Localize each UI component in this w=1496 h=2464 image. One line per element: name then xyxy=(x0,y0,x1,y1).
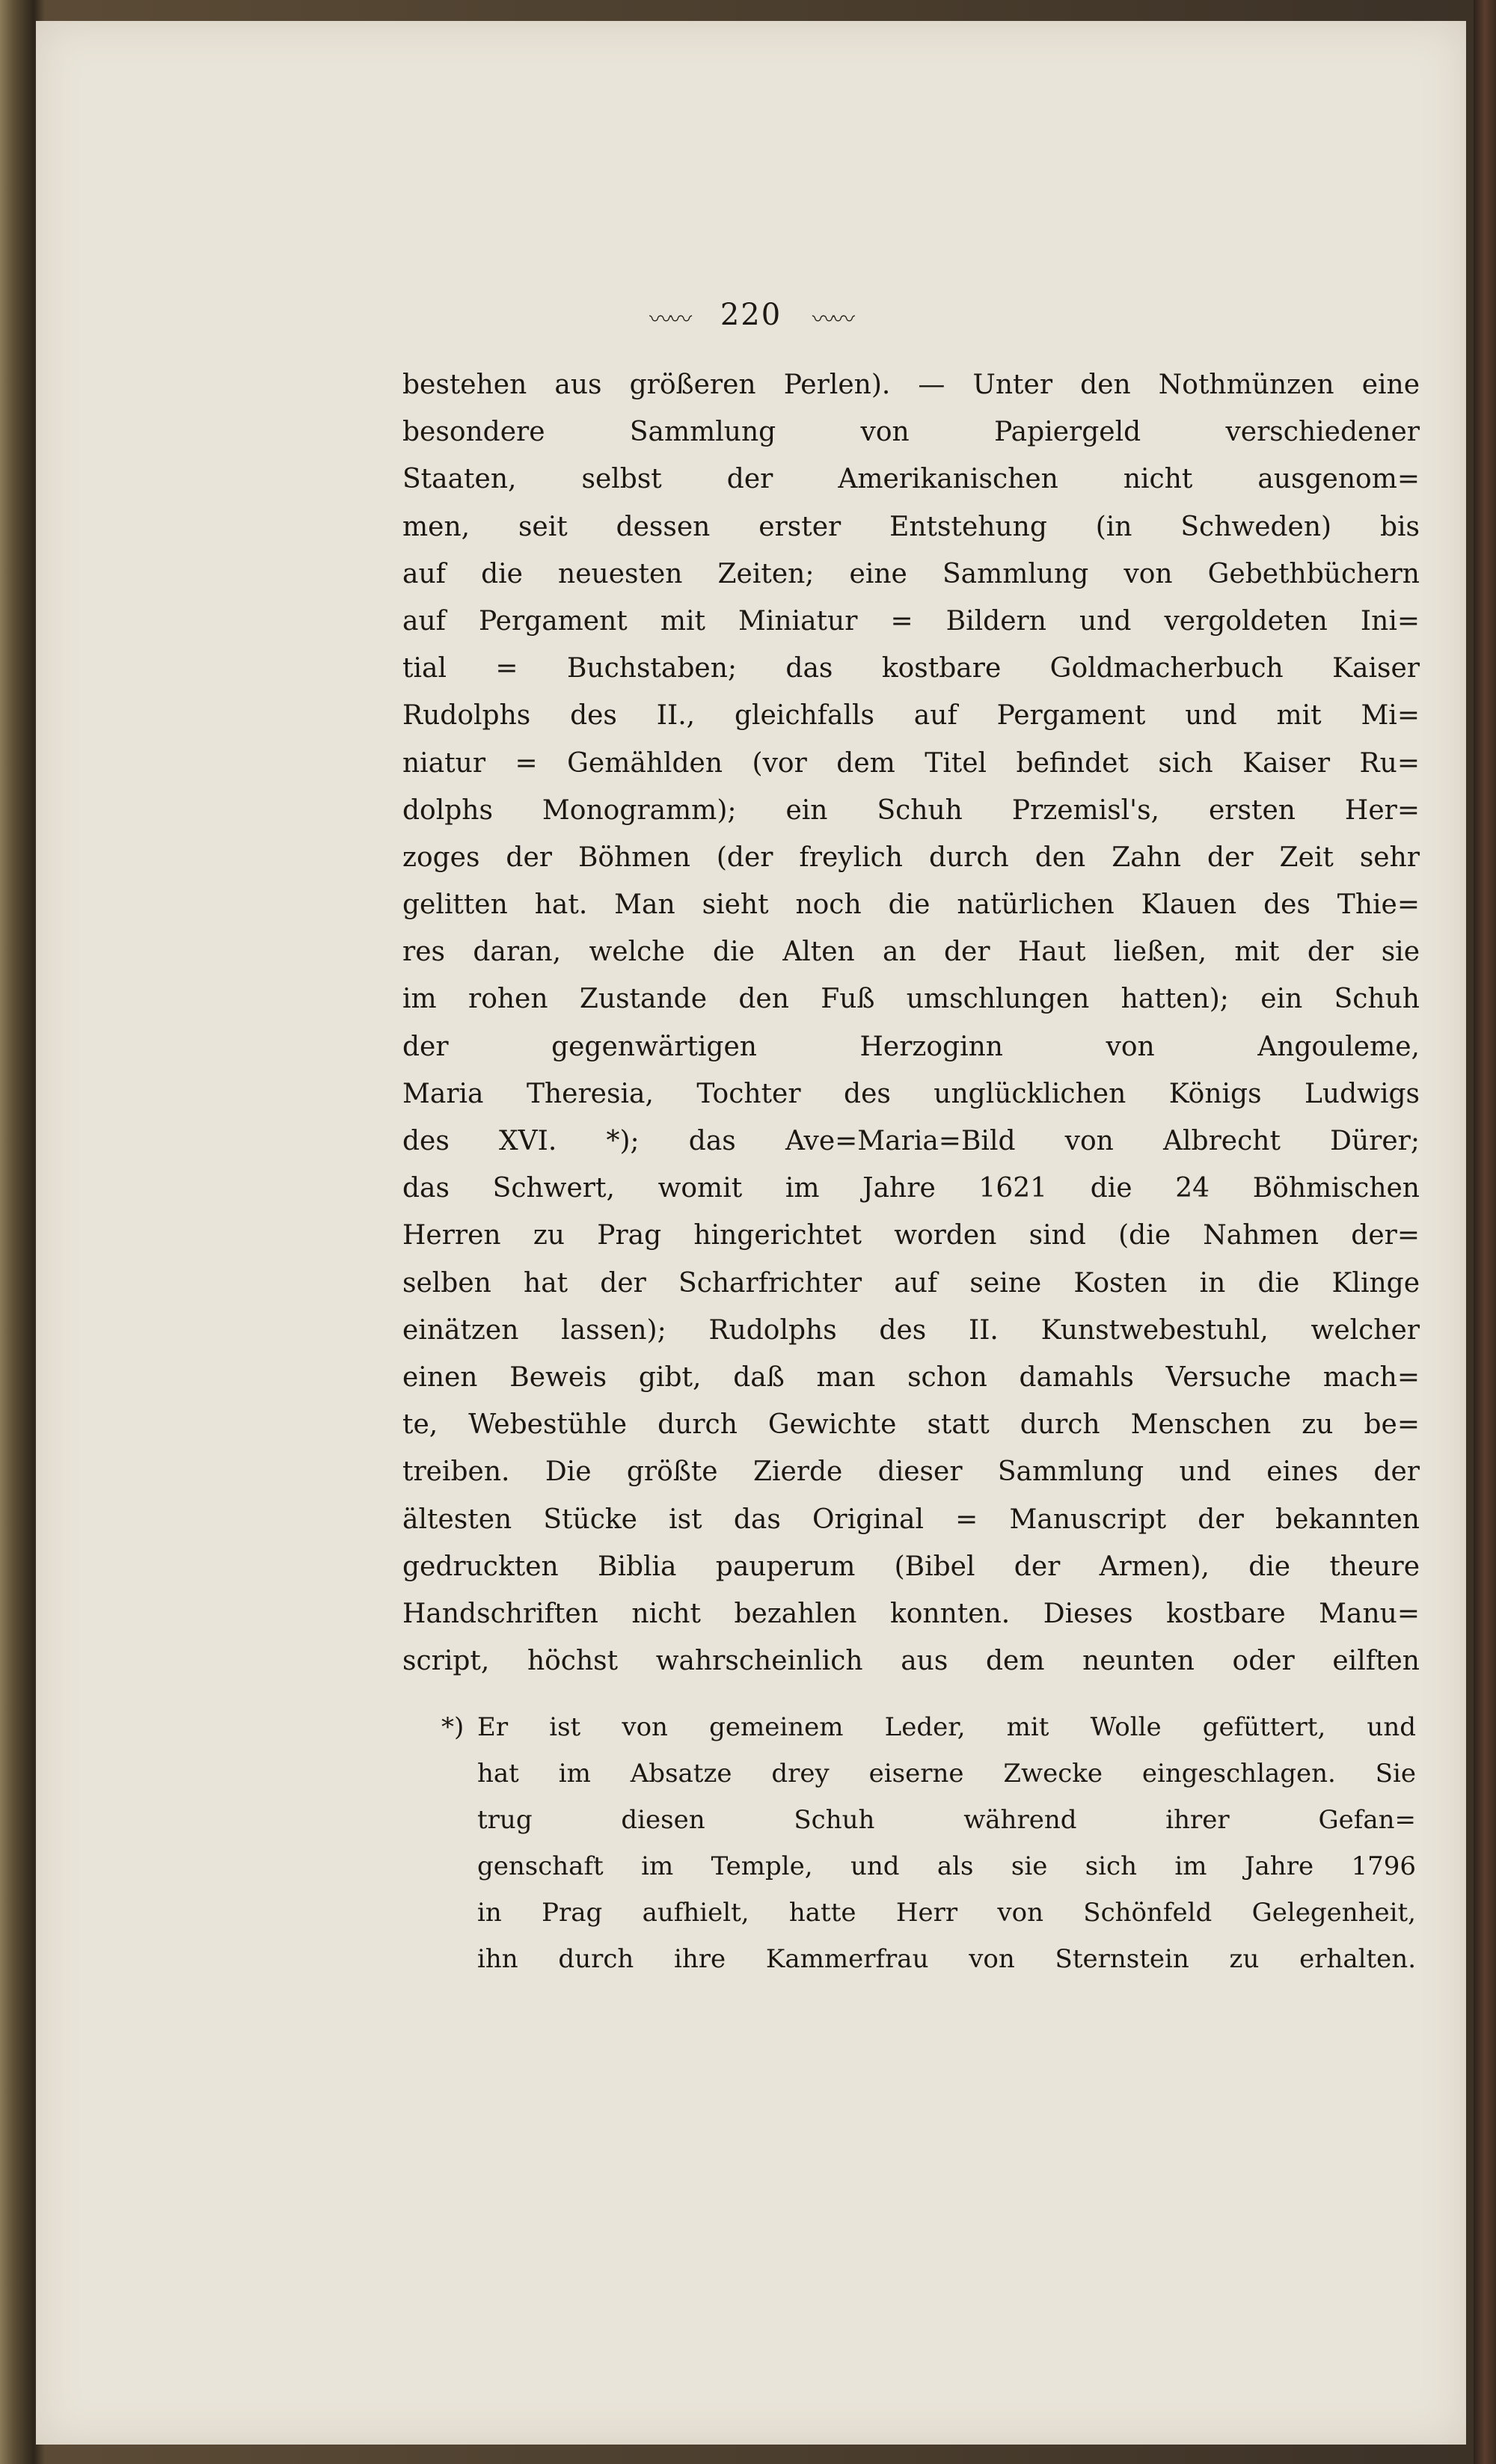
header-ornament-left: 〰〰 xyxy=(649,307,690,333)
body-line: Herren zu Prag hingerichtet worden sind (die Nahmen der= xyxy=(402,1220,1420,1251)
footnote-line: Er ist von gemeinem Leder, mit Wolle gefüttert, und xyxy=(477,1712,1416,1742)
body-line: ältesten Stücke ist das Original = Manuscript der bekannten xyxy=(402,1504,1420,1535)
footnote-line: genschaft im Temple, und als sie sich im Jahre 1796 xyxy=(477,1851,1416,1881)
body-text xyxy=(402,361,1420,1685)
body-line: selben hat der Scharfrichter auf seine Kosten in die Klinge xyxy=(402,1267,1420,1299)
body-line: bestehen aus größeren Perlen). — Unter den Nothmünzen eine xyxy=(402,370,1420,400)
footnote-line: hat im Absatze drey eiserne Zwecke eingeschlagen. Sie xyxy=(477,1759,1416,1789)
page-paper xyxy=(36,21,1466,2445)
body-line: Handschriften nicht bezahlen konnten. Dieses kostbare Manu= xyxy=(402,1598,1420,1629)
body-line: Staaten, selbst der Amerikanischen nicht ausgenom= xyxy=(402,464,1420,495)
footnote-line: in Prag aufhielt, hatte Herr von Schönfeld Gelegenheit, xyxy=(477,1898,1416,1928)
body-line: men, seit dessen erster Entstehung (in Schweden) bis xyxy=(402,511,1420,542)
page-number: 220 xyxy=(720,298,782,332)
body-line: auf Pergament mit Miniatur = Bildern und vergoldeten Ini= xyxy=(402,605,1420,637)
body-line: niatur = Gemählden (vor dem Titel befindet sich Kaiser Ru= xyxy=(402,747,1420,779)
body-line: das Schwert, womit im Jahre 1621 die 24 Böhmischen xyxy=(402,1173,1420,1204)
body-line: einen Beweis gibt, daß man schon damahls Versuche mach= xyxy=(402,1361,1420,1393)
footnote xyxy=(441,1704,1416,1982)
body-line: gedruckten Biblia pauperum (Bibel der Armen), die theure xyxy=(402,1551,1420,1582)
body-line: zoges der Böhmen (der freylich durch den Zahn der Zeit sehr xyxy=(402,842,1420,873)
body-line: tial = Buchstaben; das kostbare Goldmacherbuch Kaiser xyxy=(402,653,1420,684)
body-line: Rudolphs des II., gleichfalls auf Pergament und mit Mi= xyxy=(402,700,1420,732)
book-cover-edge xyxy=(1474,0,1496,2464)
body-line: te, Webestühle durch Gewichte statt durch Menschen zu be= xyxy=(402,1409,1420,1441)
body-line: besondere Sammlung von Papiergeld verschiedener xyxy=(402,417,1420,448)
body-line: Maria Theresia, Tochter des unglücklichen Königs Ludwigs xyxy=(402,1078,1420,1109)
body-line: des XVI. *); das Ave=Maria=Bild von Albrecht Dürer; xyxy=(402,1126,1420,1156)
body-line: dolphs Monogramm); ein Schuh Przemisl's, ersten Her= xyxy=(402,794,1420,826)
body-line: script, höchst wahrscheinlich aus dem neunten oder eilften xyxy=(402,1646,1420,1677)
page-header xyxy=(36,298,1466,334)
body-line: auf die neuesten Zeiten; eine Sammlung von Gebethbüchern xyxy=(402,558,1420,589)
body-line: treiben. Die größte Zierde dieser Sammlung und eines der xyxy=(402,1456,1420,1488)
header-ornament-right: 〰〰 xyxy=(812,307,853,333)
footnote-marker: *) xyxy=(441,1712,465,1742)
body-line: gelitten hat. Man sieht noch die natürlichen Klauen des Thie= xyxy=(402,889,1420,921)
footnote-line: ihn durch ihre Kammerfrau von Sternstein zu erhalten. xyxy=(477,1944,1416,1974)
footnote-line: trug diesen Schuh während ihrer Gefan= xyxy=(477,1805,1416,1835)
body-line: im rohen Zustande den Fuß umschlungen hatten); ein Schuh xyxy=(402,984,1420,1015)
book-binding-edge xyxy=(0,0,34,2464)
body-line: res daran, welche die Alten an der Haut ließen, mit der sie xyxy=(402,937,1420,968)
body-line: einätzen lassen); Rudolphs des II. Kunstwebestuhl, welcher xyxy=(402,1314,1420,1346)
body-line: der gegenwärtigen Herzoginn von Angouleme, xyxy=(402,1031,1420,1062)
